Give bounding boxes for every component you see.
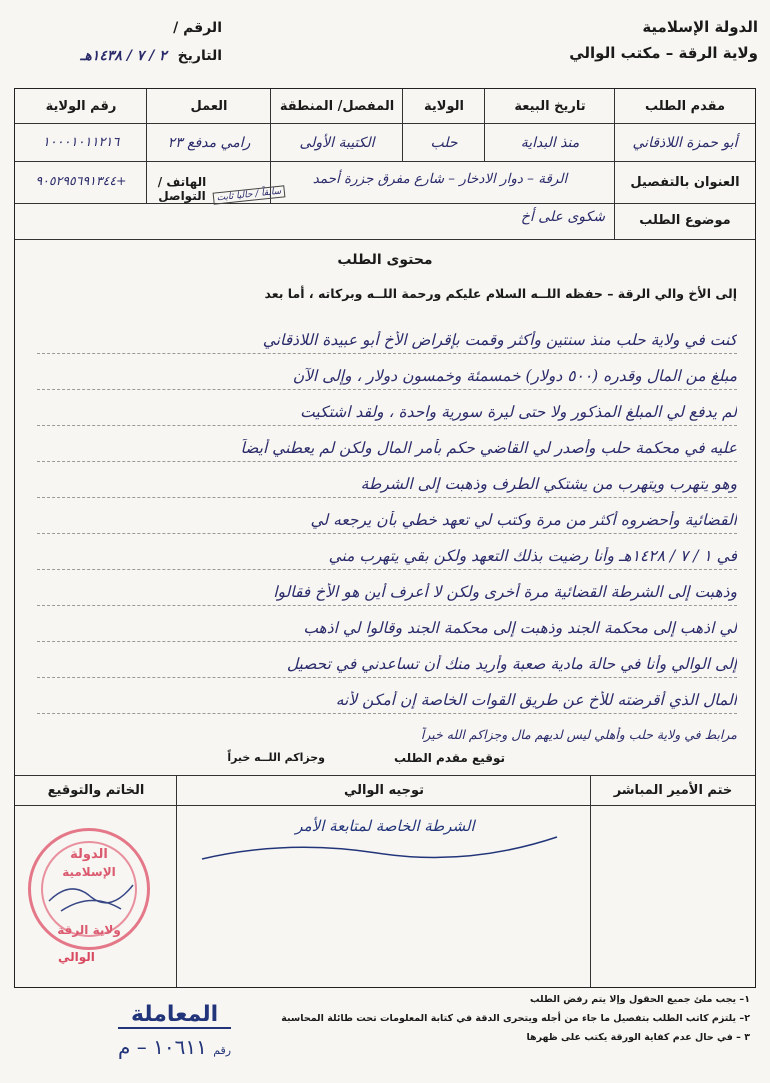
content-line: القضائية وأحضروه أكثر من مرة وكتب لي تعهد خطي بأن يرجعه لي [310,511,737,529]
number-row [22,14,222,42]
content-line: في ١ / ٧ / ١٤٢٨هـ وأنا رضيت بذلك التعهد ولكن بقي يتهرب مني [328,547,737,565]
state-name: الدولة الإسلامية [642,18,758,36]
content-line: المال الذي أقرضته للأخ عن طريق القوات الخاصة إن أمكن لأنه [335,691,737,709]
ruled-line [37,389,737,390]
seal-caption: الوالي [58,950,95,964]
address-note: سابقاً / حاليا ثابت [213,185,286,204]
subject-value: شكوى على أخ [520,209,605,225]
governor-direction-value: الشرطة الخاصة لمتابعة الأمر [295,817,475,835]
seal-signature-scribble [41,871,141,921]
ruled-line [37,353,737,354]
footnote: ١– يجب ملئ جميع الحقول وإلا يتم رفض الطلب [529,994,750,1005]
seal-line: الإسلامية [62,865,116,879]
row-divider [15,203,755,204]
content-line: مبلغ من المال وقدره (٥٠٠ دولار) خمسمئة وخمسون دولار ، وإلى الآن [292,367,737,385]
ruled-line [37,569,737,570]
ruled-line [37,677,737,678]
work-header: العمل [190,99,228,114]
greeting-line: إلى الأخ والي الرقة – حفظه اللــه السلام عليكم ورحمة اللــه وبركاته ، أما بعد [264,286,737,301]
wilaya-header: الولاية [424,99,464,114]
col-divider [590,775,591,987]
row-divider [15,161,755,162]
footnote: ٢– يلتزم كاتب الطلب بتفصيل ما جاء من أجله ويتحرى الدقة في كتابة المعلومات تحت طائلة المحاسبة [281,1013,750,1024]
transaction-stamp [118,1002,231,1059]
header-org [569,14,758,66]
content-line: لي اذهب إلى محكمة الجند وذهبت إلى محكمة الجند وقالوا لي اذهب [303,619,737,637]
date-value: ٢ / ٧ / ١٤٣٨هـ [80,48,167,64]
ruled-line [37,497,737,498]
ruled-line [37,425,737,426]
transaction-number [118,1035,231,1059]
address-value: الرقة – دوار الادخار – شارع مفرق جزرة أحمد [312,171,568,187]
content-line: لم يدفع لي المبلغ المذكور ولا حتى ليرة سورية واحدة ، ولقد اشتكيت [300,403,737,421]
governor-direction-label: توجيه الوالي [343,783,425,798]
content-line: كنت في ولاية حلب منذ سنتين وأكثر وقمت بإقراض الأخ أبو عبيدة اللاذقاني [262,331,737,349]
seal-line: الدولة [70,847,108,862]
phone-value: +٩٠٥٢٩٥٦٩١٣٤٤ [35,173,127,188]
ruled-line [37,713,737,714]
address-label: العنوان بالتفصيل [630,175,740,190]
content-title: محتوى الطلب [337,252,433,268]
date-label: التاريخ [177,48,222,64]
content-line: مرابط في ولاية حلب وأهلي ليس لديهم مال وجزاكم الله خيراً [420,727,737,742]
footnote: ٣ – في حال عدم كفاية الورقة يكتب على ظهرها [526,1032,750,1043]
wilaya-number-header: رقم الولاية [45,99,117,114]
transaction-title: المعاملة [118,1002,231,1029]
content-line: وهو يتهرب ويتهرب من يشتكي الطرف وذهبت إلى الشرطة [360,475,737,493]
applicant-header: مقدم الطلب [644,99,726,114]
pledge-date-value: منذ البداية [520,135,580,151]
seal-signature-label: الخاتم والتوقيع [47,783,145,798]
sector-value: الكتيبة الأولى [299,135,375,151]
emir-stamp-label: ختم الأمير المباشر [613,783,733,798]
transaction-number-label: رقم [213,1044,232,1057]
row-divider [15,239,755,240]
header-ref [22,14,222,70]
row-divider [15,805,755,806]
applicant-value: أبو حمزة اللاذقاني [632,135,738,151]
col-divider [176,775,177,987]
row-divider [15,123,755,124]
date-row [22,42,222,70]
ruled-line [37,641,737,642]
closing-printed: وجزاكم اللــه خيراً [227,751,325,764]
office-name: ولاية الرقة – مكتب الوالي [569,44,758,62]
sector-header: المفصل/ المنطقة [279,99,395,114]
ruled-line [37,533,737,534]
content-line: عليه في محكمة حلب وأصدر لي القاضي حكم بأمر المال ولكن لم يعطني أيضاً [240,439,737,457]
footnotes [281,990,750,1047]
row-divider [15,775,755,776]
work-value: رامي مدفع ٢٣ [167,135,251,151]
number-label: الرقم / [173,20,222,36]
subject-label: موضوع الطلب [639,213,731,228]
pledge-date-header: تاريخ البيعة [514,99,586,114]
ruled-line [37,605,737,606]
seal-line: ولاية الرقة [57,923,121,937]
wilaya-number-value: ١٠٠٠١٠١١٢١٦ [42,135,120,150]
transaction-number-value: ١٠٦١١ – م [118,1035,207,1059]
phone-label: الهاتف / التواصل [157,175,207,203]
governor-signature-stroke [197,829,567,869]
ruled-line [37,461,737,462]
governor-seal [28,828,150,950]
content-line: إلى الوالي وأنا في حالة مادية صعبة وأريد منك أن تساعدني في تحصيل [286,655,737,673]
content-line: وذهبت إلى الشرطة القضائية مرة أخرى ولكن لا أعرف أين هو الأخ فقالوا [273,583,737,601]
applicant-signature-label: توقيع مقدم الطلب [393,751,505,765]
wilaya-value: حلب [430,135,458,151]
content-body [37,325,737,765]
